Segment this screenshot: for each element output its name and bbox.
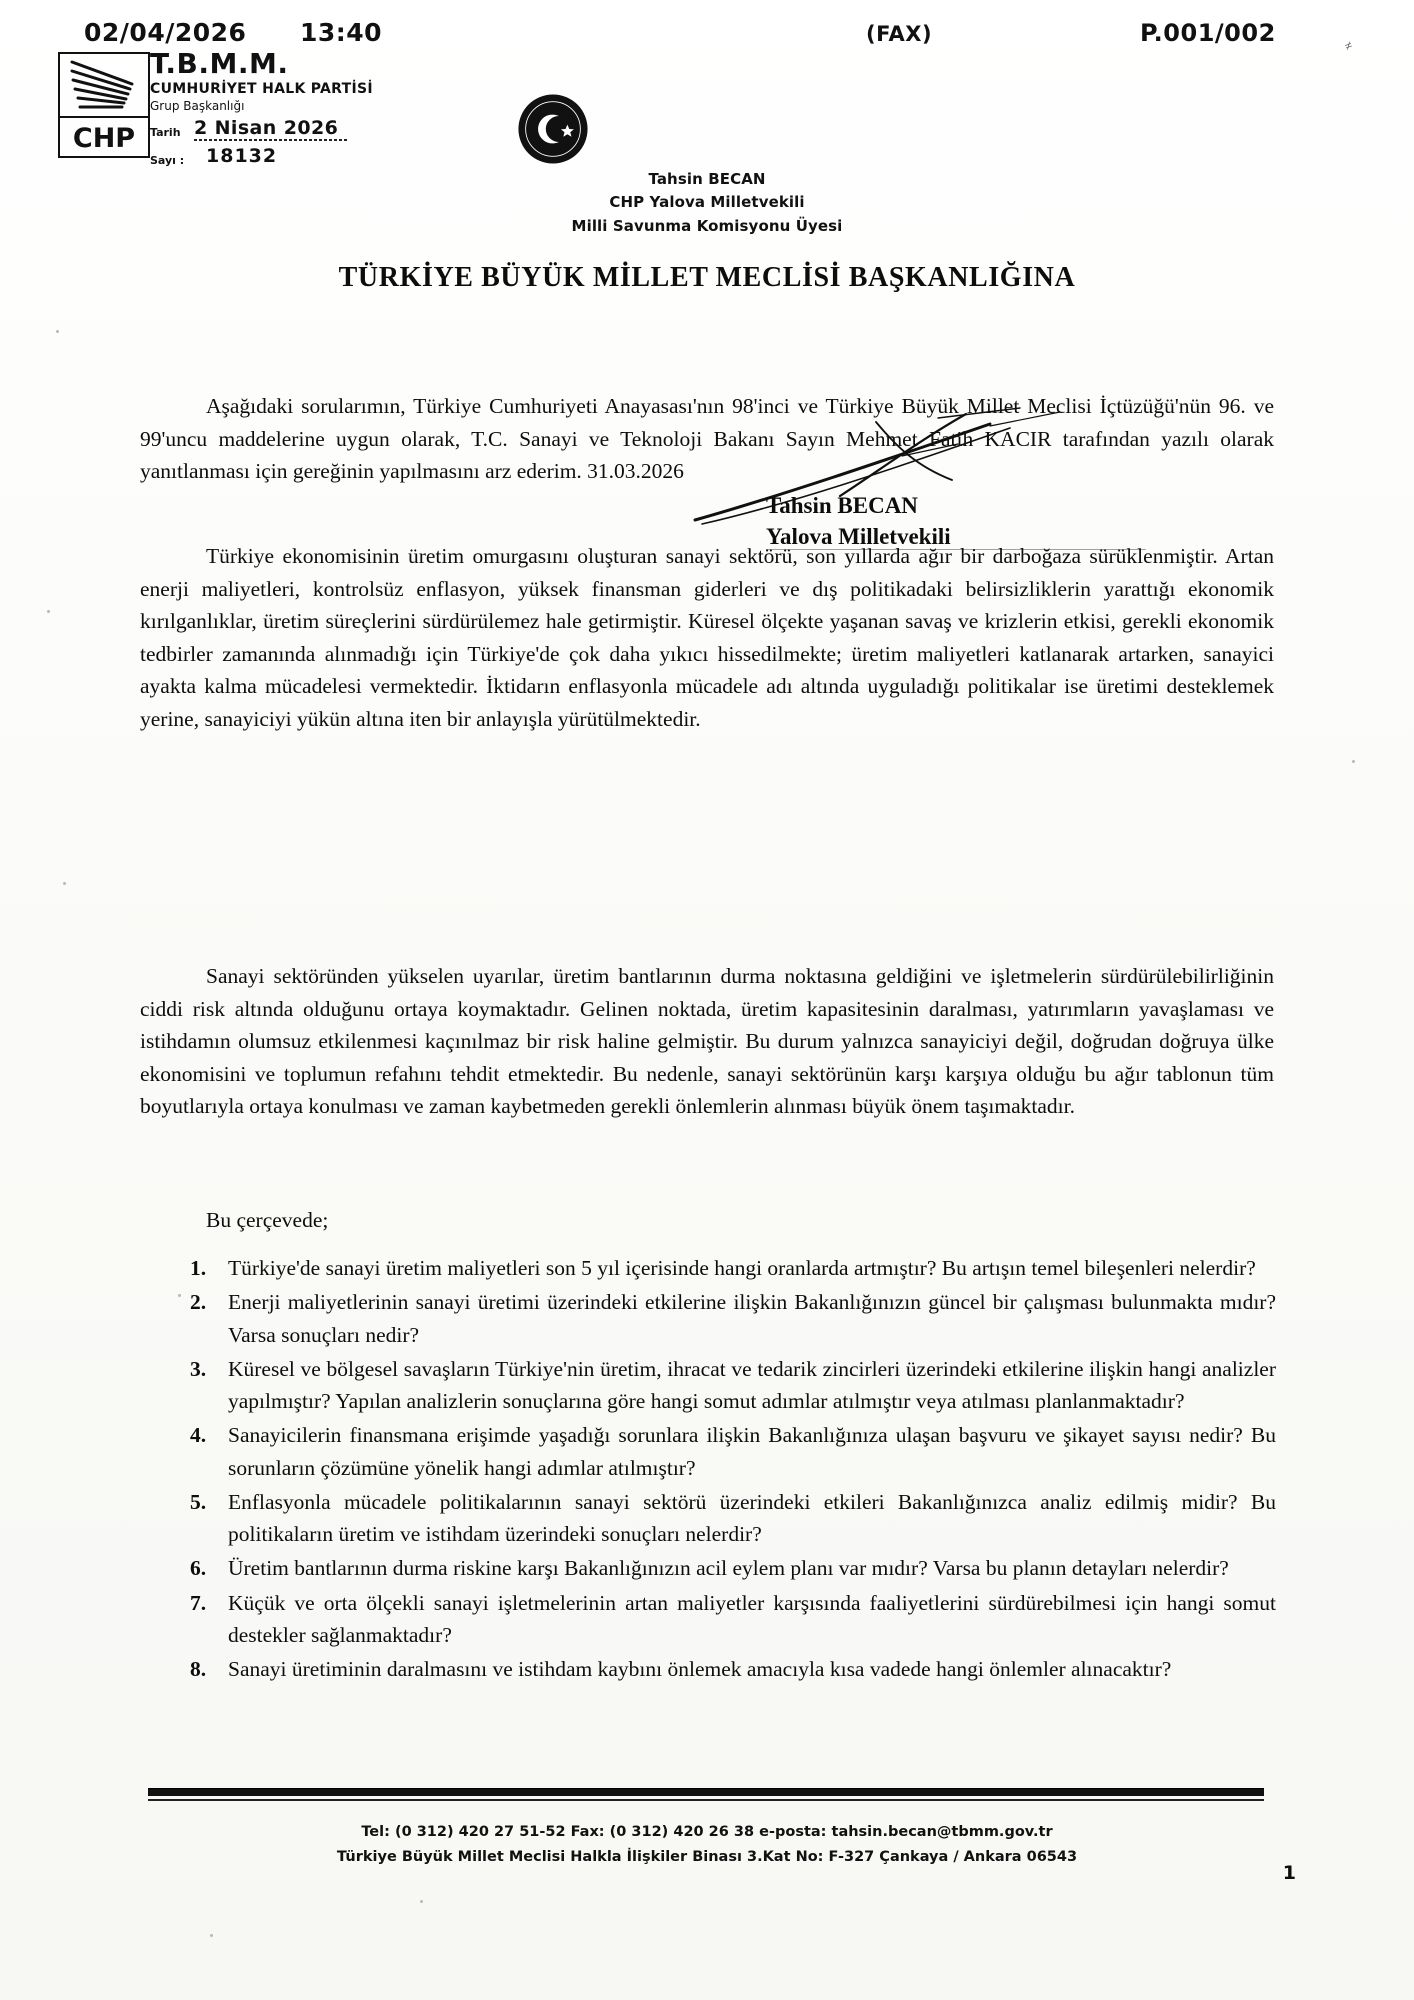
question-number: 7.	[190, 1590, 207, 1615]
scan-speck	[420, 1900, 423, 1903]
list-item	[186, 1419, 1276, 1484]
scan-speck	[210, 1934, 213, 1937]
member-name: Tahsin BECAN	[648, 170, 766, 188]
question-text: Türkiye'de sanayi üretim maliyetleri son 5 yıl içerisinde hangi oranlarda artmıştır? Bu artışın temel bileşenleri nelerdir?	[228, 1256, 1256, 1280]
question-text: Sanayicilerin finansmana erişimde yaşadığı sorunlara ilişkin Bakanlığınıza ulaşan başvuru ve şikayet sayısı nedir? Bu sorunların çözümüne yönelik hangi adımlar atılmıştır?	[228, 1423, 1276, 1480]
stamp-text-block	[150, 47, 410, 167]
fax-margin-mark: ≠	[1342, 37, 1355, 54]
question-text: Sanayi üretiminin daralmasını ve istihdam kaybını önlemek amacıyla kısa vadede hangi önlemler alınacaktır?	[228, 1657, 1172, 1681]
footer-address-line: Türkiye Büyük Millet Meclisi Halkla İlişkiler Binası 3.Kat No: F-327 Çankaya / Ankara 06543	[336, 1849, 1078, 1866]
chp-six-arrows-logo	[60, 54, 148, 118]
question-number: 4.	[190, 1423, 207, 1448]
list-item	[186, 1252, 1276, 1284]
fax-time: 13:40	[300, 18, 383, 47]
stamp-number-value: 18132	[206, 145, 278, 167]
list-item	[186, 1552, 1276, 1584]
body-paragraph-1: Türkiye ekonomisinin üretim omurgasını oluşturan sanayi sektörü, son yıllarda ağır bir darboğaza sürüklenmiştir. Artan enerji maliyetleri, kontrolsüz enflasyon, yüksek finansman giderleri ve dış politikadaki belirsizliklerin yarattığı ekonomik kırılganlıklar, üretim süreçlerini sürdürülemez hale getirmiştir. Küresel ölçekte yaşanan savaş ve krizlerin etkisi, gerekli ekonomik tedbirler zamanında alınmadığı için Türkiye'de çok daha yıkıcı hissedilmekte; üretim maliyetleri katlanarak artarken, sanayici ayakta kalma mücadelesi vermektedir. İktidarın enflasyonla mücadele adı altında uyguladığı politikalar ise üretimi desteklemek yerine, sanayiciyi yükün altına iten bir anlayışla yürütülmektedir.	[140, 544, 1274, 731]
stamp-date-key: Tarih	[150, 126, 181, 139]
scan-speck	[1352, 760, 1355, 763]
member-role: CHP Yalova Milletvekili	[609, 193, 805, 212]
document-title: TÜRKİYE BÜYÜK MİLLET MECLİSİ BAŞKANLIĞINA	[338, 262, 1076, 293]
tbmm-seal-icon	[517, 93, 589, 165]
scan-speck	[178, 1294, 181, 1297]
question-text: Enflasyonla mücadele politikalarının sanayi sektörü üzerindeki etkileri Bakanlığınızca analiz edilmiş midir? Bu politikaların üretim ve istihdam üzerindeki sonuçları nelerdir?	[228, 1489, 1276, 1546]
question-text: Üretim bantlarının durma riskine karşı Bakanlığınızın acil eylem planı var mıdır? Varsa bu planın detayları nelerdir?	[228, 1556, 1229, 1581]
signature-title: Yalova Milletvekili	[766, 521, 1186, 552]
stamp-date-value: 2 Nisan 2026	[194, 117, 339, 139]
fax-label: (FAX)	[866, 22, 933, 46]
list-item	[186, 1653, 1276, 1685]
questions-list	[186, 1252, 1276, 1687]
footer-divider-secondary	[148, 1799, 1264, 1801]
body-paragraph-2: Sanayi sektöründen yükselen uyarılar, üretim bantlarının durma noktasına geldiğini ve işletmelerin sürdürülebilirliğinin ciddi risk altında olduğunu ortaya koymaktadır. Gelinen noktada, üretim kapasitesinin daralması, yatırımların yavaşlaması ve istihdamın olumsuz etkilenmesi kaçınılmaz bir risk haline gelmiştir. Bu durum yalnızca sanayiciyi değil, doğrudan doğruya ülke ekonomisini ve toplumun refahını tehdit etmektedir. Bu nedenle, sanayi sektörünün karşı karşıya olduğu bu ağır tablonun tüm boyutlarıyla ortaya konulması ve zaman kaybetmeden gerekli önlemlerin alınması büyük önem taşımaktadır.	[140, 964, 1274, 1119]
question-number: 8.	[190, 1657, 207, 1681]
fax-date: 02/04/2026	[84, 18, 247, 47]
footer-divider	[148, 1788, 1264, 1796]
page-number: 1	[1282, 1862, 1296, 1884]
fax-page-counter: P.001/002	[1140, 19, 1276, 47]
footer-contact-block	[0, 1820, 1414, 1871]
question-number: 1.	[190, 1256, 207, 1280]
question-number: 2.	[190, 1290, 207, 1315]
stamp-unit: Grup Başkanlığı	[150, 99, 245, 113]
scan-speck	[47, 610, 50, 613]
list-item	[186, 1353, 1276, 1418]
question-number: 5.	[190, 1489, 207, 1514]
question-text: Enerji maliyetlerinin sanayi üretimi üzerindeki etkilerine ilişkin Bakanlığınızın güncel bir çalışması bulunmakta mıdır? Varsa sonuçları nedir?	[228, 1290, 1276, 1347]
list-lead-text: Bu çerçevede;	[206, 1208, 329, 1232]
list-item	[186, 1486, 1276, 1551]
member-committee: Milli Savunma Komisyonu Üyesi	[571, 216, 843, 235]
question-text: Küresel ve bölgesel savaşların Türkiye'nin üretim, ihracat ve tedarik zincirleri üzerindeki etkilerine ilişkin hangi analizler yapılmıştır? Yapılan analizlerin sonuçlarına göre hangi somut adımlar atılmıştır veya atılması planlanmaktadır?	[228, 1356, 1276, 1413]
scan-speck	[63, 882, 66, 885]
chp-abbreviation: CHP	[72, 122, 136, 154]
stamp-number-key: Sayı :	[150, 154, 185, 167]
stamp-party-name: CUMHURİYET HALK PARTİSİ	[150, 81, 373, 97]
list-item	[186, 1286, 1276, 1351]
stamp-institution: T.B.M.M.	[150, 47, 289, 80]
chp-stamp-box	[58, 52, 150, 158]
intro-paragraph: Aşağıdaki sorularımın, Türkiye Cumhuriyeti Anayasası'nın 98'inci ve Türkiye Büyük Millet Meclisi İçtüzüğü'nün 96. ve 99'uncu maddelerine uygun olarak, T.C. Sanayi ve Teknoloji Bakanı Sayın Mehmet Fatih KACIR tarafından yazılı olarak yanıtlanması için gereğinin yapılmasını arz ederim. 31.03.2026	[140, 394, 1274, 484]
body-paragraph-2-block	[140, 960, 1274, 1138]
footer-contact-line: Tel: (0 312) 420 27 51-52 Fax: (0 312) 420 26 38 e-posta: tahsin.becan@tbmm.gov.tr	[361, 1824, 1053, 1840]
signature-name: Tahsin BECAN	[766, 493, 918, 518]
body-paragraph-1-block	[140, 540, 1274, 750]
list-item	[186, 1587, 1276, 1652]
scan-speck	[56, 330, 59, 333]
question-number: 6.	[190, 1556, 207, 1581]
question-number: 3.	[190, 1356, 207, 1381]
question-text: Küçük ve orta ölçekli sanayi işletmelerinin artan maliyetler karşısında faaliyetlerini sürdürebilmesi için hangi somut destekler sağlanmaktadır?	[228, 1590, 1276, 1647]
six-arrows-icon	[66, 58, 146, 114]
member-identity-block	[0, 168, 1414, 238]
